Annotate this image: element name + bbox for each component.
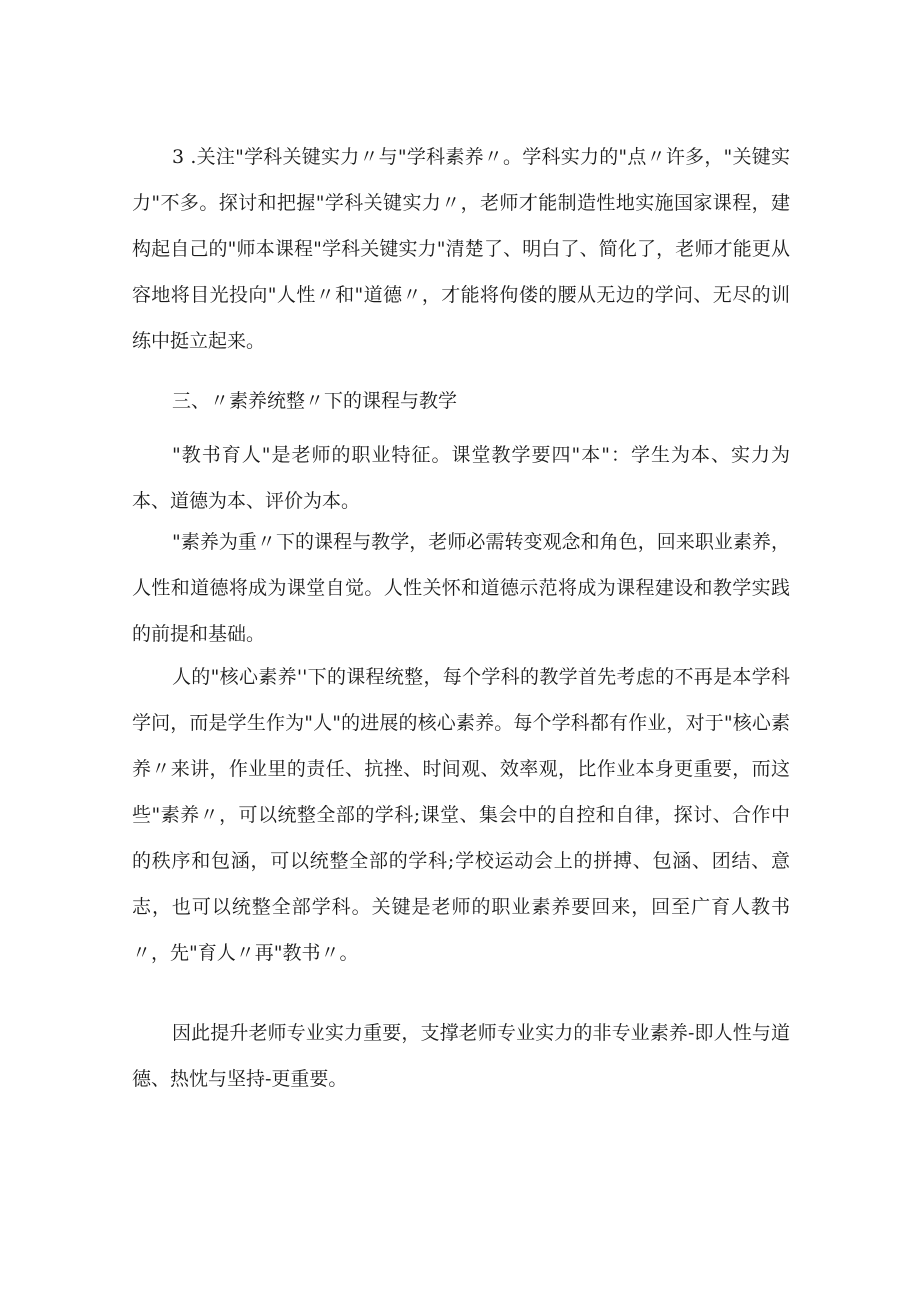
paragraph-literacy-focus — [132, 519, 790, 657]
paragraph-text: 3 .关注"学科关键实力〃与"学科素养〃。学科实力的"点〃许多，"关键实力"不多。探讨和把握"学科关键实力〃，老师才能制造性地实施国家课程，建构起自己的"师本课程"学科关键实力"清楚了、明白了、简化了，老师才能更从容地将目光投向"人性〃和"道德〃，才能将佝偻的腰从无边的学问、无尽的训练中挺立起来。 — [132, 146, 790, 352]
paragraph-conclusion — [132, 1010, 790, 1102]
paragraph-key-competence — [132, 134, 790, 364]
paragraph-text: "教书育人"是老师的职业特征。课堂教学要四"本"：学生为本、实力为本、道德为本、评价为本。 — [132, 444, 790, 512]
paragraph-text: 人的"核心素养''下的课程统整，每个学科的教学首先考虑的不再是本学科学问，而是学生作为"人"的进展的核心素养。每个学科都有作业，对于"核心素养〃来讲，作业里的责任、抗挫、时间观、效率观，比作业本身更重要，而这些"素养〃，可以统整全部的学科;课堂、集会中的自控和自律，探讨、合作中的秩序和包涵，可以统整全部的学科;学校运动会上的拼搏、包涵、团结、意志，也可以统整全部学科。关键是老师的职业素养要回来，回至广育人教书〃，先"育人〃再"教书〃。 — [132, 666, 790, 964]
paragraph-teaching — [132, 432, 790, 524]
section-heading-text: 三、〃素养统整〃下的课程与教学 — [172, 390, 458, 412]
paragraph-text: 因此提升老师专业实力重要，支撑老师专业实力的非专业素养-即人性与道德、热忱与坚持-更重要。 — [132, 1022, 790, 1090]
section-heading — [132, 378, 790, 424]
paragraph-core-literacy — [132, 654, 790, 976]
paragraph-text: "素养为重〃下的课程与教学，老师必需转变观念和角色，回来职业素养，人性和道德将成为课堂自觉。人性关怀和道德示范将成为课程建设和教学实践的前提和基础。 — [132, 531, 790, 645]
